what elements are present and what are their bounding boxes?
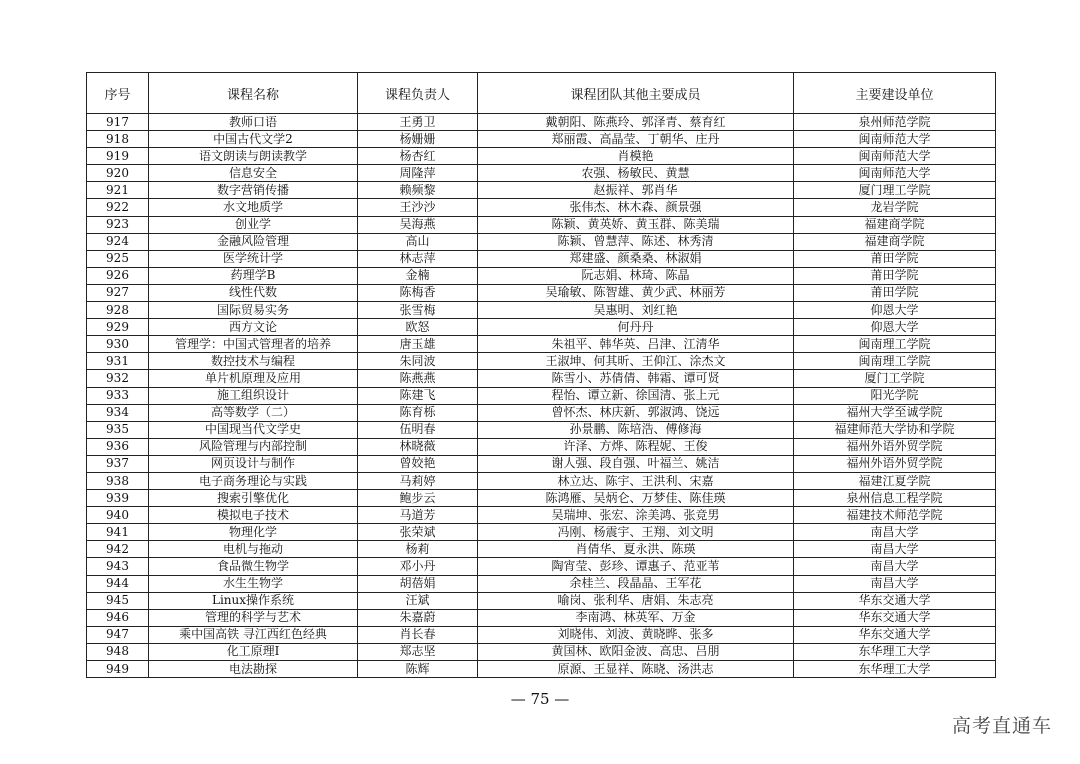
cell-team-members: 郑丽霞、高晶莹、丁朝华、庄丹 xyxy=(478,131,794,148)
table-row xyxy=(87,216,996,233)
cell-index: 946 xyxy=(87,609,149,626)
cell-index: 937 xyxy=(87,455,149,472)
cell-institution: 福州外语外贸学院 xyxy=(794,438,996,455)
cell-team-members: 赵振祥、郭肖华 xyxy=(478,182,794,199)
table-row xyxy=(87,114,996,131)
cell-course-name: 风险管理与内部控制 xyxy=(149,438,358,455)
cell-course-lead: 朱嘉蔚 xyxy=(358,609,478,626)
cell-course-lead: 杨杏红 xyxy=(358,148,478,165)
cell-course-name: 信息安全 xyxy=(149,165,358,182)
cell-team-members: 程怡、谭立新、徐国清、张上元 xyxy=(478,387,794,404)
cell-course-lead: 鲍步云 xyxy=(358,490,478,507)
cell-index: 935 xyxy=(87,421,149,438)
cell-institution: 莆田学院 xyxy=(794,250,996,267)
cell-index: 922 xyxy=(87,199,149,216)
table-row xyxy=(87,250,996,267)
table-row xyxy=(87,370,996,387)
cell-course-lead: 曾姣艳 xyxy=(358,455,478,472)
cell-team-members: 朱祖平、韩华英、吕津、江清华 xyxy=(478,336,794,353)
cell-index: 920 xyxy=(87,165,149,182)
cell-institution: 南昌大学 xyxy=(794,575,996,592)
cell-course-name: 中国古代文学2 xyxy=(149,131,358,148)
cell-institution: 泉州信息工程学院 xyxy=(794,490,996,507)
cell-index: 929 xyxy=(87,319,149,336)
table-row xyxy=(87,626,996,643)
header-course-name: 课程名称 xyxy=(149,73,358,114)
cell-index: 940 xyxy=(87,507,149,524)
table-row xyxy=(87,661,996,678)
cell-team-members: 陶宵莹、彭珍、谭惠子、范亚苇 xyxy=(478,558,794,575)
cell-course-lead: 胡蓓娟 xyxy=(358,575,478,592)
cell-course-lead: 高山 xyxy=(358,233,478,250)
cell-course-lead: 陈育栎 xyxy=(358,404,478,421)
cell-course-name: 金融风险管理 xyxy=(149,233,358,250)
cell-course-lead: 伍明春 xyxy=(358,421,478,438)
cell-index: 939 xyxy=(87,490,149,507)
cell-index: 941 xyxy=(87,524,149,541)
cell-team-members: 黄国林、欧阳金波、高忠、吕朋 xyxy=(478,643,794,660)
cell-institution: 东华理工大学 xyxy=(794,661,996,678)
cell-course-name: 语文朗读与朗读教学 xyxy=(149,148,358,165)
cell-index: 919 xyxy=(87,148,149,165)
cell-course-name: 乘中国高铁 寻江西红色经典 xyxy=(149,626,358,643)
page-number: — 75 — xyxy=(510,690,570,708)
cell-index: 944 xyxy=(87,575,149,592)
cell-course-lead: 王勇卫 xyxy=(358,114,478,131)
cell-index: 933 xyxy=(87,387,149,404)
table-row xyxy=(87,233,996,250)
cell-institution: 泉州师范学院 xyxy=(794,114,996,131)
cell-course-name: 国际贸易实务 xyxy=(149,302,358,319)
header-row xyxy=(87,73,996,114)
cell-team-members: 孙景鹏、陈培浩、傅修海 xyxy=(478,421,794,438)
cell-index: 931 xyxy=(87,353,149,370)
cell-course-lead: 张雪梅 xyxy=(358,302,478,319)
cell-course-name: 单片机原理及应用 xyxy=(149,370,358,387)
table-row xyxy=(87,302,996,319)
cell-index: 948 xyxy=(87,643,149,660)
cell-course-name: 药理学B xyxy=(149,267,358,284)
cell-course-lead: 林晓薇 xyxy=(358,438,478,455)
cell-institution: 厦门理工学院 xyxy=(794,182,996,199)
cell-institution: 福州大学至诚学院 xyxy=(794,404,996,421)
cell-index: 945 xyxy=(87,592,149,609)
cell-team-members: 吴惠明、刘红艳 xyxy=(478,302,794,319)
cell-institution: 福建技术师范学院 xyxy=(794,507,996,524)
cell-course-lead: 林志萍 xyxy=(358,250,478,267)
cell-course-lead: 张荣斌 xyxy=(358,524,478,541)
cell-institution: 福州外语外贸学院 xyxy=(794,455,996,472)
cell-team-members: 喻岗、张利华、唐娟、朱志亮 xyxy=(478,592,794,609)
watermark-text: 高考直通车 xyxy=(951,715,1052,737)
cell-index: 949 xyxy=(87,661,149,678)
cell-course-lead: 郑志坚 xyxy=(358,643,478,660)
cell-team-members: 陈颖、曾慧萍、陈述、林秀清 xyxy=(478,233,794,250)
cell-team-members: 王淑坤、何其昕、王仰江、涂杰文 xyxy=(478,353,794,370)
cell-team-members: 曾怀杰、林庆新、郭淑鸿、饶远 xyxy=(478,404,794,421)
cell-institution: 东华理工大学 xyxy=(794,643,996,660)
cell-course-name: 高等数学（二） xyxy=(149,404,358,421)
table-row xyxy=(87,404,996,421)
header-course-lead: 课程负责人 xyxy=(358,73,478,114)
cell-course-lead: 赖频黎 xyxy=(358,182,478,199)
header-index: 序号 xyxy=(87,73,149,114)
table-row xyxy=(87,541,996,558)
table-row xyxy=(87,643,996,660)
cell-team-members: 谢人强、段自强、叶福兰、姚洁 xyxy=(478,455,794,472)
cell-institution: 阳光学院 xyxy=(794,387,996,404)
table-row xyxy=(87,182,996,199)
table-row xyxy=(87,199,996,216)
cell-course-lead: 朱同波 xyxy=(358,353,478,370)
header-institution: 主要建设单位 xyxy=(794,73,996,114)
cell-team-members: 何丹丹 xyxy=(478,319,794,336)
cell-team-members: 刘晓伟、刘波、黄晓晔、张多 xyxy=(478,626,794,643)
cell-course-lead: 陈燕燕 xyxy=(358,370,478,387)
cell-institution: 厦门工学院 xyxy=(794,370,996,387)
cell-institution: 福建师范大学协和学院 xyxy=(794,421,996,438)
cell-course-name: 电法勘探 xyxy=(149,661,358,678)
cell-course-lead: 欧怒 xyxy=(358,319,478,336)
cell-course-name: 施工组织设计 xyxy=(149,387,358,404)
cell-index: 938 xyxy=(87,472,149,489)
cell-index: 947 xyxy=(87,626,149,643)
table-row xyxy=(87,455,996,472)
cell-team-members: 陈颖、黄英娇、黄玉群、陈美瑞 xyxy=(478,216,794,233)
cell-course-name: Linux操作系统 xyxy=(149,592,358,609)
cell-team-members: 肖模艳 xyxy=(478,148,794,165)
cell-team-members: 郑建盛、颜桑桑、林淑娟 xyxy=(478,250,794,267)
cell-institution: 闽南师范大学 xyxy=(794,131,996,148)
cell-course-name: 电机与拖动 xyxy=(149,541,358,558)
cell-index: 917 xyxy=(87,114,149,131)
cell-course-lead: 杨姗姗 xyxy=(358,131,478,148)
cell-index: 942 xyxy=(87,541,149,558)
cell-course-name: 搜索引擎优化 xyxy=(149,490,358,507)
table-header xyxy=(87,73,996,114)
table-row xyxy=(87,336,996,353)
cell-team-members: 阮志娟、林琦、陈晶 xyxy=(478,267,794,284)
cell-team-members: 余桂兰、段晶晶、王军花 xyxy=(478,575,794,592)
cell-index: 932 xyxy=(87,370,149,387)
cell-course-name: 管理学：中国式管理者的培养 xyxy=(149,336,358,353)
cell-team-members: 原源、王显祥、陈晓、汤洪志 xyxy=(478,661,794,678)
cell-team-members: 冯刚、杨震宇、王翔、刘文明 xyxy=(478,524,794,541)
cell-course-name: 中国现当代文学史 xyxy=(149,421,358,438)
cell-index: 927 xyxy=(87,284,149,301)
cell-team-members: 吴瑜敏、陈智雄、黄少武、林丽芳 xyxy=(478,284,794,301)
cell-course-lead: 陈建飞 xyxy=(358,387,478,404)
table-row xyxy=(87,319,996,336)
table-row xyxy=(87,148,996,165)
table-body xyxy=(87,114,996,678)
cell-index: 943 xyxy=(87,558,149,575)
cell-institution: 闽南理工学院 xyxy=(794,336,996,353)
table-row xyxy=(87,507,996,524)
cell-course-name: 水文地质学 xyxy=(149,199,358,216)
cell-index: 936 xyxy=(87,438,149,455)
table-row xyxy=(87,421,996,438)
cell-index: 928 xyxy=(87,302,149,319)
table-row xyxy=(87,575,996,592)
cell-course-lead: 马道芳 xyxy=(358,507,478,524)
cell-institution: 闽南理工学院 xyxy=(794,353,996,370)
cell-course-name: 数控技术与编程 xyxy=(149,353,358,370)
cell-course-name: 医学统计学 xyxy=(149,250,358,267)
cell-course-lead: 吴海燕 xyxy=(358,216,478,233)
cell-index: 923 xyxy=(87,216,149,233)
cell-institution: 莆田学院 xyxy=(794,267,996,284)
cell-index: 924 xyxy=(87,233,149,250)
cell-course-lead: 陈辉 xyxy=(358,661,478,678)
cell-institution: 南昌大学 xyxy=(794,541,996,558)
cell-team-members: 戴朝阳、陈燕玲、郭泽青、蔡育红 xyxy=(478,114,794,131)
cell-course-name: 创业学 xyxy=(149,216,358,233)
cell-course-name: 教师口语 xyxy=(149,114,358,131)
cell-course-name: 网页设计与制作 xyxy=(149,455,358,472)
cell-institution: 莆田学院 xyxy=(794,284,996,301)
cell-course-lead: 肖长春 xyxy=(358,626,478,643)
cell-team-members: 许泽、方烨、陈程妮、王俊 xyxy=(478,438,794,455)
cell-index: 921 xyxy=(87,182,149,199)
cell-team-members: 陈鸿雁、吴炳仑、万梦佳、陈佳瑛 xyxy=(478,490,794,507)
cell-course-lead: 汪斌 xyxy=(358,592,478,609)
cell-institution: 福建商学院 xyxy=(794,233,996,250)
cell-institution: 南昌大学 xyxy=(794,524,996,541)
table-row xyxy=(87,472,996,489)
cell-course-name: 水生生物学 xyxy=(149,575,358,592)
cell-institution: 福建商学院 xyxy=(794,216,996,233)
table-row xyxy=(87,558,996,575)
cell-course-name: 管理的科学与艺术 xyxy=(149,609,358,626)
cell-course-name: 模拟电子技术 xyxy=(149,507,358,524)
cell-institution: 闽南师范大学 xyxy=(794,165,996,182)
table-row xyxy=(87,284,996,301)
cell-course-name: 线性代数 xyxy=(149,284,358,301)
cell-course-lead: 陈梅香 xyxy=(358,284,478,301)
cell-course-lead: 马莉婷 xyxy=(358,472,478,489)
cell-course-name: 数字营销传播 xyxy=(149,182,358,199)
table-row xyxy=(87,490,996,507)
cell-institution: 华东交通大学 xyxy=(794,592,996,609)
table-row xyxy=(87,353,996,370)
cell-team-members: 农强、杨敏民、黄慧 xyxy=(478,165,794,182)
table-row xyxy=(87,387,996,404)
cell-index: 926 xyxy=(87,267,149,284)
table-row xyxy=(87,267,996,284)
cell-institution: 闽南师范大学 xyxy=(794,148,996,165)
cell-institution: 仰恩大学 xyxy=(794,302,996,319)
cell-institution: 南昌大学 xyxy=(794,558,996,575)
table-row xyxy=(87,131,996,148)
cell-team-members: 肖倩华、夏永洪、陈瑛 xyxy=(478,541,794,558)
cell-institution: 福建江夏学院 xyxy=(794,472,996,489)
cell-institution: 仰恩大学 xyxy=(794,319,996,336)
header-team-members: 课程团队其他主要成员 xyxy=(478,73,794,114)
cell-course-name: 物理化学 xyxy=(149,524,358,541)
cell-course-lead: 杨莉 xyxy=(358,541,478,558)
cell-course-lead: 金楠 xyxy=(358,267,478,284)
table-row xyxy=(87,609,996,626)
cell-team-members: 陈雪小、苏倩倩、韩霜、谭可贤 xyxy=(478,370,794,387)
cell-team-members: 李南鸿、林英军、万金 xyxy=(478,609,794,626)
cell-course-lead: 唐玉雄 xyxy=(358,336,478,353)
cell-index: 934 xyxy=(87,404,149,421)
cell-course-name: 化工原理I xyxy=(149,643,358,660)
table-row xyxy=(87,438,996,455)
cell-course-name: 西方文论 xyxy=(149,319,358,336)
cell-team-members: 吴瑞坤、张宏、涂美鸿、张竞男 xyxy=(478,507,794,524)
cell-index: 925 xyxy=(87,250,149,267)
table-row xyxy=(87,165,996,182)
cell-index: 930 xyxy=(87,336,149,353)
cell-institution: 龙岩学院 xyxy=(794,199,996,216)
cell-course-lead: 王沙沙 xyxy=(358,199,478,216)
cell-index: 918 xyxy=(87,131,149,148)
cell-institution: 华东交通大学 xyxy=(794,609,996,626)
cell-course-name: 食品微生物学 xyxy=(149,558,358,575)
cell-course-name: 电子商务理论与实践 xyxy=(149,472,358,489)
table-row xyxy=(87,524,996,541)
cell-institution: 华东交通大学 xyxy=(794,626,996,643)
cell-team-members: 林立达、陈宇、王洪利、宋嘉 xyxy=(478,472,794,489)
table-row xyxy=(87,592,996,609)
cell-team-members: 张伟杰、林木森、颜景强 xyxy=(478,199,794,216)
cell-course-lead: 周隆萍 xyxy=(358,165,478,182)
cell-course-lead: 邓小丹 xyxy=(358,558,478,575)
course-table xyxy=(86,72,996,678)
